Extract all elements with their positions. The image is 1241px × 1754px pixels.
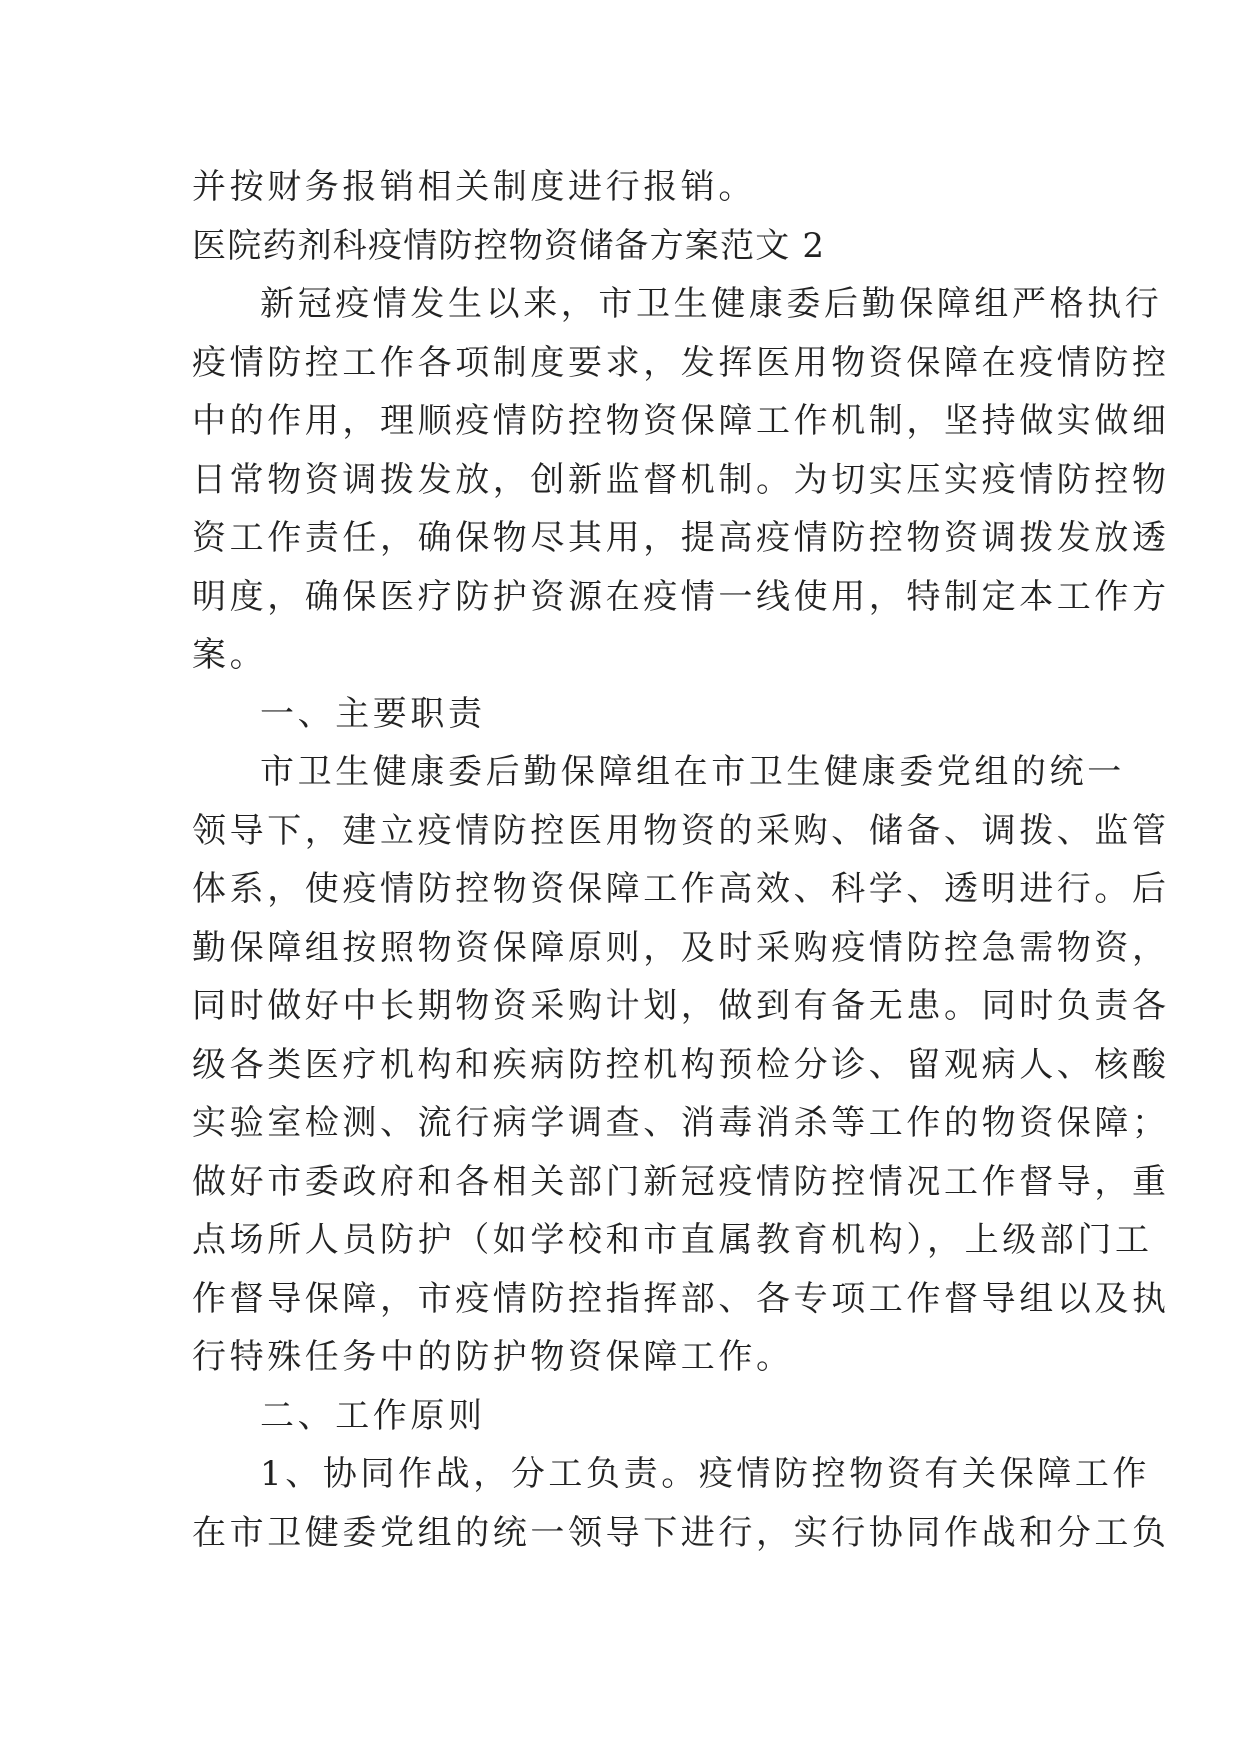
paragraph-line: 实验室检测、流行病学调查、消毒消杀等工作的物资保障； bbox=[192, 1103, 1170, 1143]
paragraph-line: 市卫生健康委后勤保障组在市卫生健康委党组的统一 bbox=[260, 752, 1125, 792]
paragraph-line: 1、协同作战，分工负责。疫情防控物资有关保障工作 bbox=[260, 1454, 1151, 1494]
paragraph-line: 点场所人员防护（如学校和市直属教育机构），上级部门工 bbox=[192, 1220, 1153, 1260]
paragraph-line: 新冠疫情发生以来，市卫生健康委后勤保障组严格执行 bbox=[260, 284, 1163, 324]
document-body bbox=[192, 158, 1170, 1562]
paragraph-line: 领导下，建立疫情防控医用物资的采购、储备、调拨、监管 bbox=[192, 810, 1170, 851]
text-line: 并按财务报销相关制度进行报销。 bbox=[192, 167, 756, 207]
paragraph-line: 作督导保障，市疫情防控指挥部、各专项工作督导组以及执 bbox=[192, 1278, 1170, 1319]
paragraph-line: 中的作用，理顺疫情防控物资保障工作机制，坚持做实做细 bbox=[192, 401, 1170, 441]
paragraph-line: 做好市委政府和各相关部门新冠疫情防控情况工作督导，重 bbox=[192, 1161, 1170, 1202]
paragraph-line: 行特殊任务中的防护物资保障工作。 bbox=[192, 1337, 794, 1377]
paragraph-line: 体系，使疫情防控物资保障工作高效、科学、透明进行。后 bbox=[192, 869, 1170, 909]
paragraph-line: 在市卫健委党组的统一领导下进行，实行协同作战和分工负 bbox=[192, 1512, 1170, 1553]
paragraph-line: 明度，确保医疗防护资源在疫情一线使用，特制定本工作方 bbox=[192, 576, 1170, 617]
section-title: 医院药剂科疫情防控物资储备方案范文 2 bbox=[192, 225, 826, 266]
paragraph-line: 勤保障组按照物资保障原则，及时采购疫情防控急需物资， bbox=[192, 927, 1170, 968]
section-heading: 二、工作原则 bbox=[260, 1395, 486, 1436]
paragraph-line: 日常物资调拨发放，创新监督机制。为切实压实疫情防控物 bbox=[192, 459, 1170, 500]
paragraph-line: 级各类医疗机构和疾病防控机构预检分诊、留观病人、核酸 bbox=[192, 1044, 1170, 1085]
paragraph-line: 案。 bbox=[192, 635, 268, 675]
section-heading: 一、主要职责 bbox=[260, 693, 486, 734]
paragraph-line: 资工作责任，确保物尽其用，提高疫情防控物资调拨发放透 bbox=[192, 518, 1170, 558]
paragraph-line: 疫情防控工作各项制度要求，发挥医用物资保障在疫情防控 bbox=[192, 342, 1170, 383]
paragraph-line: 同时做好中长期物资采购计划，做到有备无患。同时负责各 bbox=[192, 986, 1170, 1026]
